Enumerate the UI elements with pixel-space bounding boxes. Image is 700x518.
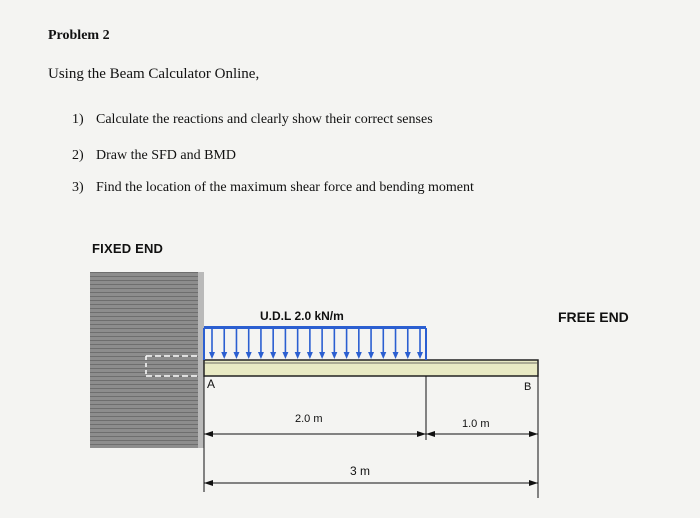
udl-arrow <box>295 329 301 359</box>
task-text: Find the location of the maximum shear force and bending moment <box>96 180 474 195</box>
udl-arrow <box>307 329 313 359</box>
udl-arrows <box>209 329 423 359</box>
dimension-total-length: 3 m <box>350 464 371 478</box>
udl-arrow <box>331 329 337 359</box>
task-text: Calculate the reactions and clearly show their correct senses <box>96 112 433 127</box>
dim-line-2m <box>204 431 426 437</box>
udl-arrow <box>344 329 350 359</box>
udl-arrow <box>393 329 399 359</box>
task-number: 3) <box>72 180 84 195</box>
udl-arrow <box>221 329 227 359</box>
dimension-remaining-length: 1.0 m <box>462 418 490 430</box>
udl-arrow <box>246 329 252 359</box>
udl-arrow <box>233 329 239 359</box>
udl-label: U.D.L 2.0 kN/m <box>260 309 344 323</box>
dim-line-1m <box>426 431 538 437</box>
udl-top-bar <box>204 326 426 329</box>
udl-arrow <box>356 329 362 359</box>
udl-arrow <box>209 329 215 359</box>
fixed-end-label: FIXED END <box>92 241 164 256</box>
udl-arrow <box>319 329 325 359</box>
free-end-label: FREE END <box>558 309 629 325</box>
task-text: Draw the SFD and BMD <box>96 148 236 163</box>
udl-arrow <box>282 329 288 359</box>
intro-line: Using the Beam Calculator Online, <box>48 66 260 82</box>
dim-line-3m <box>204 480 538 486</box>
task-number: 2) <box>72 148 84 163</box>
problem-title: Problem 2 <box>48 28 110 43</box>
dimension-udl-length: 2.0 m <box>295 413 323 425</box>
task-number: 1) <box>72 112 84 127</box>
fixed-wall <box>90 272 198 448</box>
udl-arrow <box>380 329 386 359</box>
beam <box>204 360 538 376</box>
udl-load <box>204 326 426 360</box>
udl-arrow <box>417 329 423 359</box>
point-b-label: B <box>524 381 532 393</box>
udl-arrow <box>270 329 276 359</box>
udl-arrow <box>405 329 411 359</box>
point-a-label: A <box>207 377 216 391</box>
udl-arrow <box>368 329 374 359</box>
udl-arrow <box>258 329 264 359</box>
